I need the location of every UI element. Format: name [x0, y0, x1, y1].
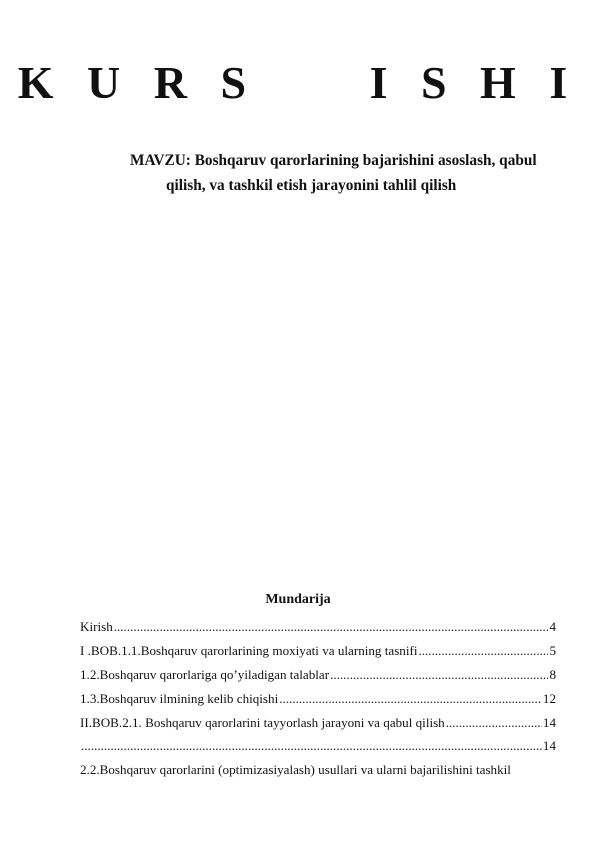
toc-entry-text: I .BOB.1.1.Boshqaruv qarorlarining moxiyati va ularning tasnifi: [80, 642, 418, 658]
toc-heading: Mundarija: [265, 592, 331, 607]
toc-entry: [80, 687, 556, 711]
topic-heading: [130, 148, 560, 198]
toc-entry: [80, 711, 556, 735]
table-of-contents: [80, 615, 556, 782]
topic-line-2: qilish, va tashkil etish jarayonini tahlil qilish: [166, 177, 457, 194]
topic-line-1: MAVZU: Boshqaruv qarorlarining bajarishini asoslash, qabul: [130, 152, 537, 169]
toc-leader-dots: [418, 639, 548, 663]
toc-entry: [80, 663, 556, 687]
toc-entry-page: 14: [542, 714, 556, 730]
toc-leader-dots: [81, 734, 542, 758]
toc-entry-page: 5: [549, 642, 556, 658]
toc-entry-page: 8: [549, 666, 556, 682]
toc-entry-text: II.BOB.2.1. Boshqaruv qarorlarini tayyorlash jarayoni va qabul qilish: [80, 714, 445, 730]
toc-entry-text: Kirish: [80, 619, 113, 634]
document-title: K U R S I S H I: [17, 57, 579, 108]
toc-entry: [80, 615, 556, 639]
toc-entry-text: 2.2.Boshqaruv qarorlarini (optimizasiyalash) usullari va ularni bajarilishini tashkil: [80, 762, 511, 778]
toc-entry: [80, 734, 556, 758]
toc-entry-page: 14: [542, 738, 556, 754]
toc-entry: [80, 758, 556, 782]
toc-entry-page: 12: [542, 690, 556, 706]
toc-entry-page: 4: [549, 619, 556, 634]
toc-entry-text: 1.2.Boshqaruv qarorlariga qo’yiladigan talablar: [80, 666, 330, 682]
toc-leader-dots: [330, 663, 548, 687]
toc-leader-dots: [114, 615, 549, 639]
toc-leader-dots: [446, 711, 542, 735]
toc-leader-dots: [279, 687, 542, 711]
toc-entry: [80, 639, 556, 663]
toc-entry-text: 1.3.Boshqaruv ilmining kelib chiqishi: [80, 690, 279, 706]
